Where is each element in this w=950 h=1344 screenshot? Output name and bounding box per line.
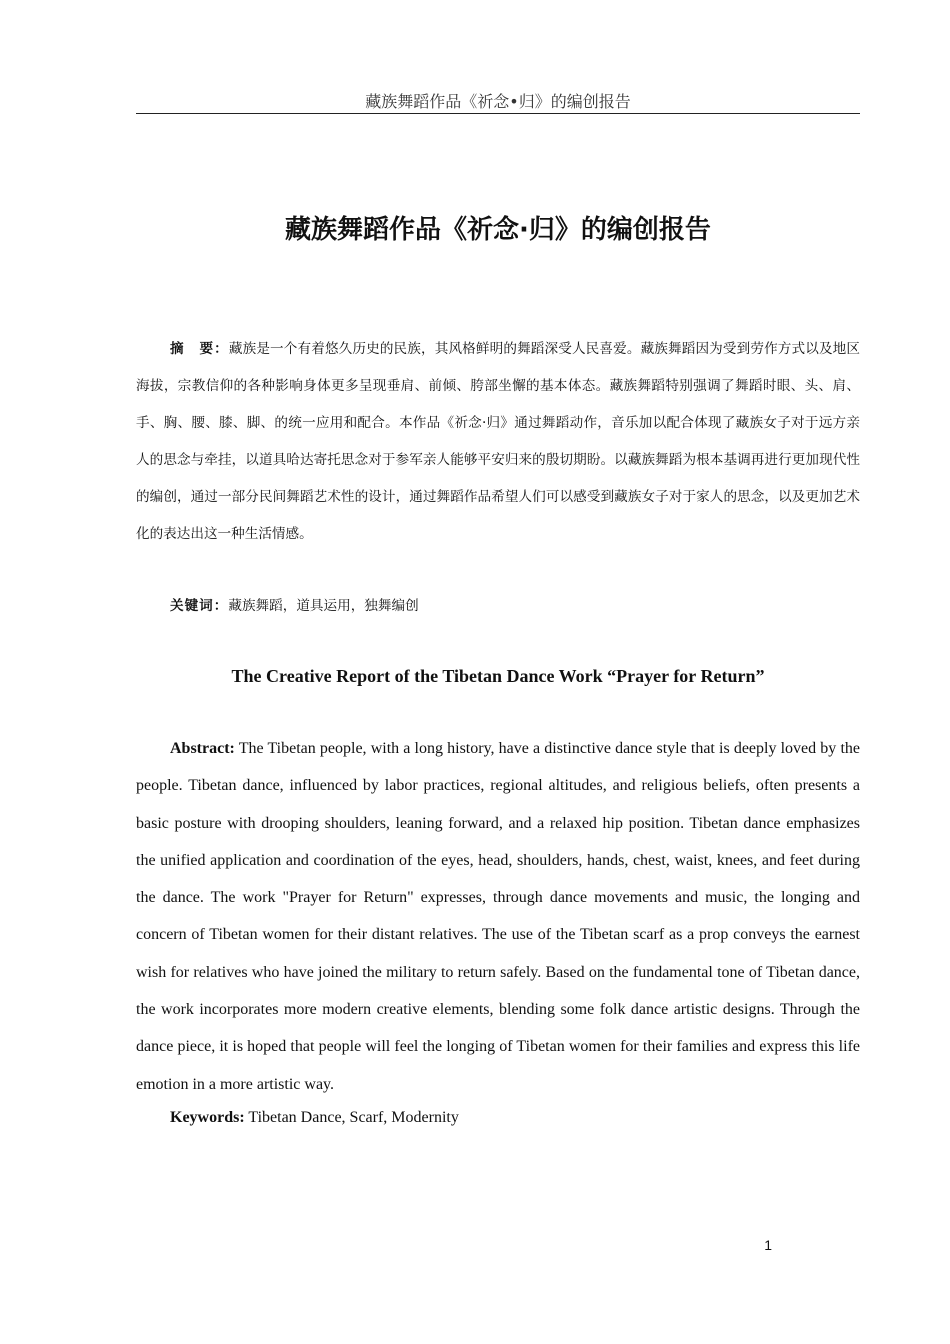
chinese-title: 藏族舞蹈作品《祈念·归》的编创报告 [285,215,711,245]
english-keywords-label: Keywords: [170,1109,245,1126]
chinese-abstract-label: 摘 要： [170,341,229,357]
english-abstract [136,730,860,1103]
chinese-abstract-text: 藏族是一个有着悠久历史的民族，其风格鲜明的舞蹈深受人民喜爱。藏族舞蹈因为受到劳作方式以及地区海拔，宗教信仰的各种影响身体更多呈现垂肩、前倾、胯部坐懈的基本体态。藏族舞蹈特别强调了舞蹈时眼、头、肩、手、胸、腰、膝、脚、的统一应用和配合。本作品《祈念·归》通过舞蹈动作，音乐加以配合体现了藏族女子对于远方亲人的思念与牵挂，以道具哈达寄托思念对于参军亲人能够平安归来的殷切期盼。以藏族舞蹈为根本基调再进行更加现代性的编创，通过一部分民间舞蹈艺术性的设计，通过舞蹈作品希望人们可以感受到藏族女子对于家人的思念，以及更加艺术化的表达出这一种生活情感。 [136,341,860,542]
english-keywords [136,1102,860,1134]
english-abstract-label: Abstract: [170,740,235,757]
chinese-abstract [136,331,860,553]
running-header-title: 藏族舞蹈作品《祈念•归》的编创报告 [365,92,631,111]
chinese-keywords-text: 藏族舞蹈，道具运用，独舞编创 [228,598,419,614]
english-keywords-text: Tibetan Dance, Scarf, Modernity [248,1109,459,1126]
chinese-keywords-label: 关键词： [170,598,229,614]
page-number: 1 [764,1237,772,1253]
running-header [136,91,860,114]
chinese-keywords [136,589,860,623]
english-abstract-text: The Tibetan people, with a long history, have a distinctive dance style that is deeply loved by the people. Tibetan dance, influenced by labor practices, regional altitudes, and religious beliefs, often presents a basic posture with drooping shoulders, leaning forward, and a relaxed hip position. Tibetan dance emphasizes the unified application and coordination of the eyes, head, shoulders, hands, chest, waist, knees, and feet during the dance. The work "Prayer for Return" expresses, through dance movements and music, the longing and concern of Tibetan women for their distant relatives. The use of the Tibetan scarf as a prop conveys the earnest wish for relatives who have joined the military to return safely. Based on the fundamental tone of Tibetan dance, the work incorporates more modern creative elements, blending some folk dance artistic designs. Through the dance piece, it is hoped that people will feel the longing of Tibetan women for their families and express this life emotion in a more artistic way. [136,740,860,1093]
english-title: The Creative Report of the Tibetan Dance Work “Prayer for Return” [231,666,765,686]
